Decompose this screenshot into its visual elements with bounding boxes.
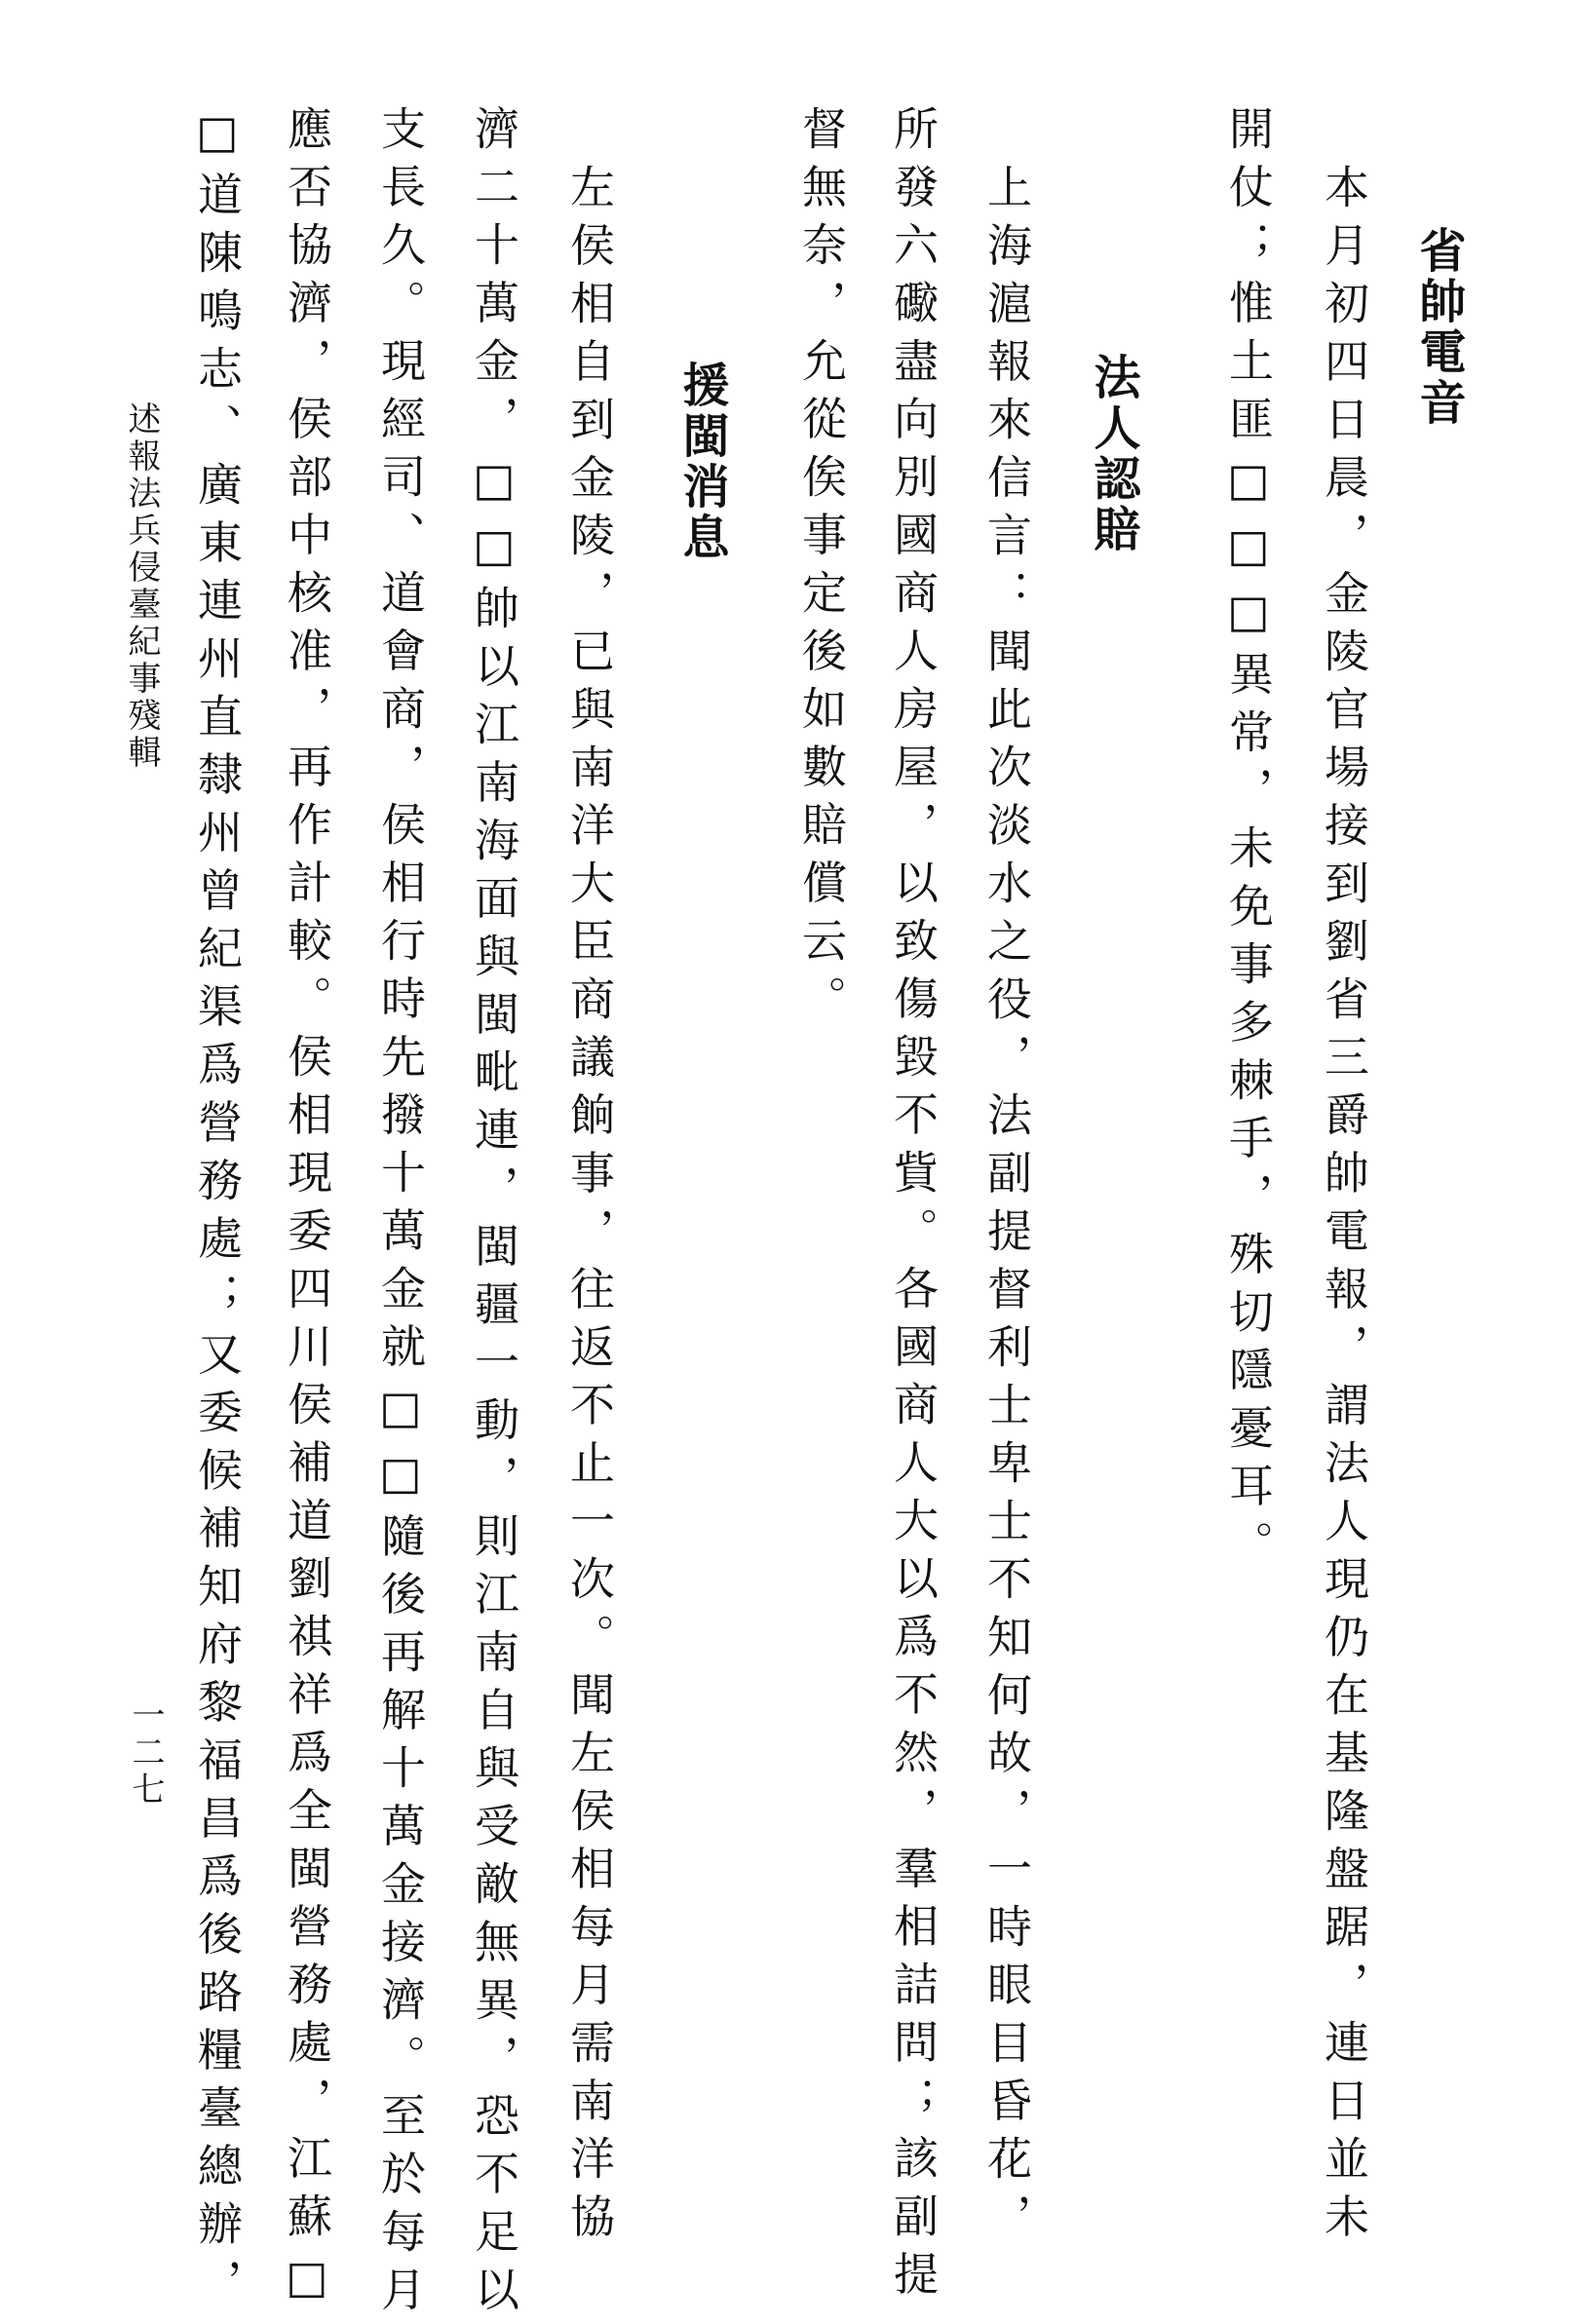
text-column: 應否協濟，侯部中核准，再作計較。侯相現委四川侯補道劉祺祥爲全閩營務處，江蘇□ (281, 105, 333, 2316)
section-heading-3: 援閩消息 (674, 361, 729, 563)
text-column: 支長久。現經司、道會商，侯相行時先撥十萬金就□□隨後再解十萬金接濟。至於每月 (374, 105, 427, 2324)
text-column: 上海滬報來信言：聞此次淡水之役，法副提督利士卑士不知何故，一時眼目昏花， (980, 164, 1033, 2251)
text-column: □道陳鳴志、廣東連州直隸州曾紀渠爲營務處；又委候補知府黎福昌爲後路糧臺總辦， (191, 105, 244, 2316)
text-column: 左侯相自到金陵，已與南洋大臣商議餉事，往返不止一次。聞左侯相每月需南洋協 (563, 164, 616, 2251)
text-column: 本月初四日晨，金陵官場接到劉省三爵帥電報，謂法人現仍在基隆盤踞，連日並未 (1318, 164, 1370, 2251)
text-column: 所發六礮盡向別國商人房屋，以致傷毀不貲。各國商人大以爲不然，羣相詰問；該副提 (887, 105, 940, 2308)
section-heading-1: 省帥電音 (1411, 226, 1466, 429)
text-column: 濟二十萬金，□□帥以江南海面與閩毗連，閩疆一動，則江南自與受敵無異，恐不足以 (468, 105, 520, 2324)
page-number: 一二七 (126, 1697, 165, 1809)
text-column: 督無奈，允從俟事定後如數賠償云。 (795, 105, 848, 1033)
book-title: 述報法兵侵臺紀事殘輯 (122, 401, 161, 772)
section-heading-2: 法人認賠 (1086, 353, 1140, 555)
text-column: 開仗；惟土匪□□□異常，未免事多棘手，殊切隱憂耳。 (1222, 105, 1275, 1579)
